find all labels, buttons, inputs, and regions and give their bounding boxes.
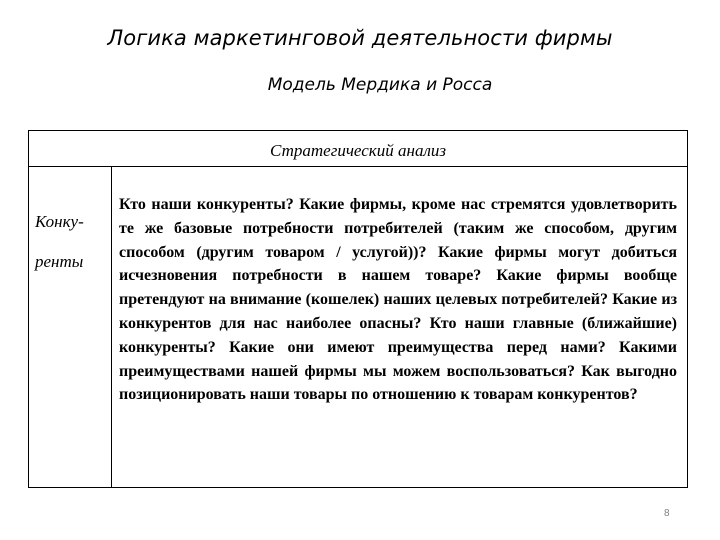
row-label-part-2: ренты	[35, 252, 84, 271]
slide-subtitle: Модель Мердика и Росса	[267, 75, 493, 95]
row-label-cell	[29, 167, 112, 487]
row-label-part-1: Конку-	[35, 212, 84, 231]
row-content-text: Кто наши конкуренты? Какие фирмы, кроме нас стремятся удовлетворить те же базовые потребности потребителей (таким же способом, другим способом (другим товаром / услугой))? Какие фирмы могут добиться исчезновения потребности в нашем товаре? Какие фирмы вообще претендуют на внимание (кошелек) наших целевых потребителей? Какие из конкурентов для нас наиболее опасны? Кто наши главные (ближайшие) конкуренты? Какие они имеют преимущества перед нами? Какими преимуществами нашей фирмы мы можем воспользоваться? Как выгодно позиционировать наши товары по отношению к товарам конкурентов?	[119, 196, 677, 404]
table-header: Стратегический анализ	[29, 131, 687, 167]
strategic-analysis-table	[28, 130, 688, 488]
slide-title: Логика маркетинговой деятельности фирмы	[107, 26, 613, 50]
page-number: 8	[664, 508, 670, 519]
